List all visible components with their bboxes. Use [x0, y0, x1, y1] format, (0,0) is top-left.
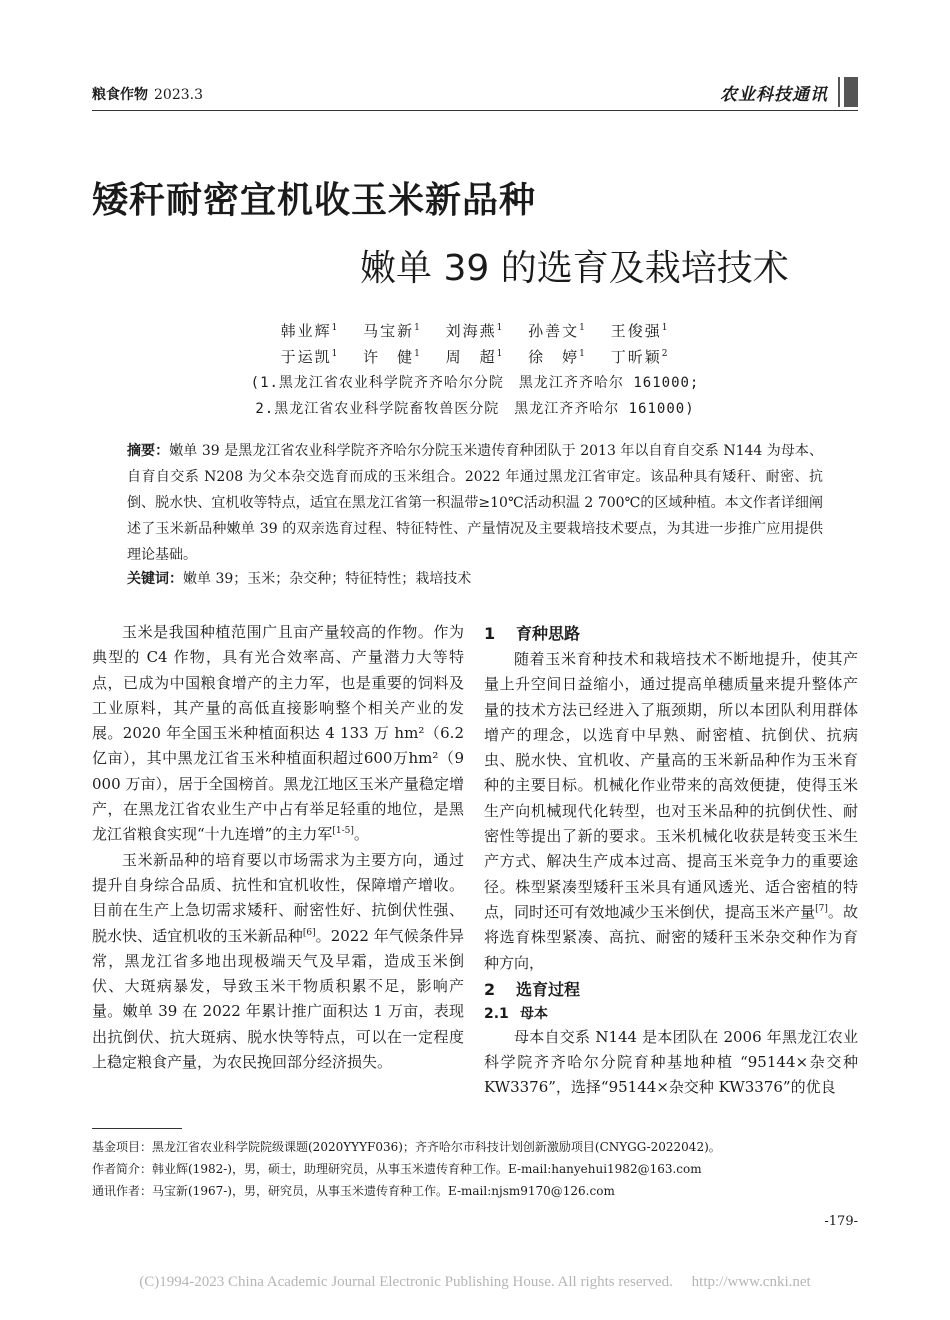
title-line-2: 嫩单 39 的选育及栽培技术: [360, 248, 789, 289]
copyright-watermark: (C)1994-2023 China Academic Journal Electronic Publishing House. All rights reserved. http://www.cnki.net: [139, 1274, 811, 1290]
footnote-fund: 基金项目：黑龙江省农业科学院院级课题(2020YYYF036)；齐齐哈尔市科技计划创新激励项目(CNYGG-2022042)。: [92, 1140, 721, 1154]
author: 韩业辉$^1$: [280, 322, 340, 340]
paragraph: 玉米是我国种植范围广且亩产量较高的作物。作为典型的 C4 作物，具有光合效率高、产量潜力大等特点，已成为中国粮食增产的主力军，也是重要的饲料及工业原料，其产量的高低直接影响整个相关产业的发展。2020 年全国玉米种植面积达 4 133 万 hm²（6.2 亿亩），其中黑龙江省玉米种植面积超过600万hm²（9 000 万亩），居于全国榜首。黑龙江地区玉米产量稳定增产，在黑龙江省农业生产中占有举足轻重的地位，是黑龙江省粮食实现“十九连增”的主力军[1-5]。: [92, 623, 464, 844]
footnote-author: 作者简介：韩业辉(1982-)，男，硕士，助理研究员，从事玉米遗传育种工作。E-mail:hanyehui1982@163.com: [92, 1162, 702, 1176]
subsection-heading-2-1: 2.1 母本: [484, 1005, 548, 1022]
left-column: [92, 620, 464, 1075]
author: 徐 婷$^1$: [528, 348, 587, 366]
affiliation-1: (1.黑龙江省农业科学院齐齐哈尔分院 黑龙江齐齐哈尔 161000;: [250, 375, 700, 391]
page-number: -179-: [824, 1214, 858, 1229]
author: 丁昕颖$^2$: [610, 348, 670, 366]
affiliation-2: 2.黑龙江省农业科学院畜牧兽医分院 黑龙江齐齐哈尔 161000): [255, 401, 695, 417]
abstract-text: 嫩单 39 是黑龙江省农业科学院齐齐哈尔分院玉米遗传育种团队于 2013 年以自育自交系 N144 为母本、自育自交系 N208 为父本杂交选育而成的玉米组合。2022 年通过黑龙江省审定。该品种具有矮秆、耐密、抗倒、脱水快、宜机收等特点，适宜在黑龙江省第一积温带≥10℃活动积温 2 700℃的区域种植。本文作者详细阐述了玉米新品种嫩单 39 的双亲选育过程、特征特性、产量情况及主要栽培技术要点，为其进一步推广应用提供理论基础。: [127, 443, 823, 563]
paragraph: 玉米新品种的培育要以市场需求为主要方向，通过提升自身综合品质、抗性和宜机收性，保障增产增收。目前在生产上急切需求矮秆、耐密性好、抗倒伏性强、脱水快、适宜机收的玉米新品种[6]。2022 年气候条件异常，黑龙江省多地出现极端天气及早霜，造成玉米倒伏、大斑病暴发，导致玉米干物质积累不足，影响产量。嫩单 39 在 2022 年累计推广面积达 1 万亩，表现出抗倒伏、抗大斑病、脱水快等特点，可以在一定程度上稳定粮食产量，为农民挽回部分经济损失。: [92, 850, 464, 1072]
citation: [7]: [815, 903, 828, 914]
section-heading-2: 2 选育过程: [484, 979, 581, 999]
footnote-rule: [92, 1128, 182, 1129]
keywords-label: 关键词：: [127, 571, 183, 587]
keywords: [127, 566, 823, 592]
author-row-2: [92, 346, 858, 367]
author-row-1: [92, 320, 858, 341]
author: 周 超$^1$: [445, 348, 505, 366]
author: 许 健$^1$: [363, 348, 422, 366]
section-heading-1: 1 育种思路: [484, 624, 581, 643]
header-rule: [92, 110, 858, 111]
author: 刘海燕$^1$: [445, 322, 505, 340]
magazine-logo: 农业科技通讯: [720, 85, 828, 105]
footnote-corresponding: 通讯作者：马宝新(1967-)，男，研究员，从事玉米遗传育种工作。E-mail:njsm9170@126.com: [92, 1184, 615, 1198]
header-decoration-block: [844, 77, 858, 107]
right-column: [484, 620, 858, 1101]
paragraph: 母本自交系 N144 是本团队在 2006 年黑龙江农业科学院齐齐哈尔分院育种基地种植 “95144×杂交种 KW3376”，选择“95144×杂交种 KW3376”的优良: [484, 1027, 858, 1097]
running-header: [92, 84, 203, 104]
abstract: [127, 438, 823, 568]
abstract-label: 摘要：: [127, 443, 170, 459]
title-line-1: 矮秆耐密宜机收玉米新品种: [92, 180, 537, 221]
author: 孙善文$^1$: [528, 322, 587, 340]
issue-number: 2023.3: [154, 87, 203, 103]
citation: [1-5]: [332, 826, 354, 837]
header-decoration: [838, 77, 840, 107]
author: 王俊强$^1$: [610, 322, 670, 340]
citation: [6]: [302, 927, 316, 938]
author: 于运凯$^1$: [280, 348, 340, 366]
paragraph: 随着玉米育种技术和栽培技术不断地提升，使其产量上升空间日益缩小，通过提高单穗质量来提升整体产量的技术方法已经进入了瓶颈期，所以本团队利用群体增产的理念，以选育中早熟、耐密植、抗倒伏、抗病虫、脱水快、宜机收、产量高的玉米新品种作为玉米育种的主要目标。机械化作业带来的高效便捷，使得玉米生产向机械现代化转型，也对玉米品种的抗倒伏性、耐密性等提出了新的要求。玉米机械化收获是转变玉米生产方式、解决生产成本过高、提高玉米竞争力的重要途径。株型紧凑型矮秆玉米具有通风透光、适合密植的特点，同时还可有效地减少玉米倒伏，提高玉米产量[7]。故将选育株型紧凑、高抗、耐密的矮秆玉米杂交种作为育种方向，: [484, 650, 858, 972]
author: 马宝新$^1$: [363, 322, 422, 340]
journal-section: 粮食作物: [92, 87, 148, 103]
keywords-text: 嫩单 39；玉米；杂交种；特征特性；栽培技术: [183, 571, 472, 587]
